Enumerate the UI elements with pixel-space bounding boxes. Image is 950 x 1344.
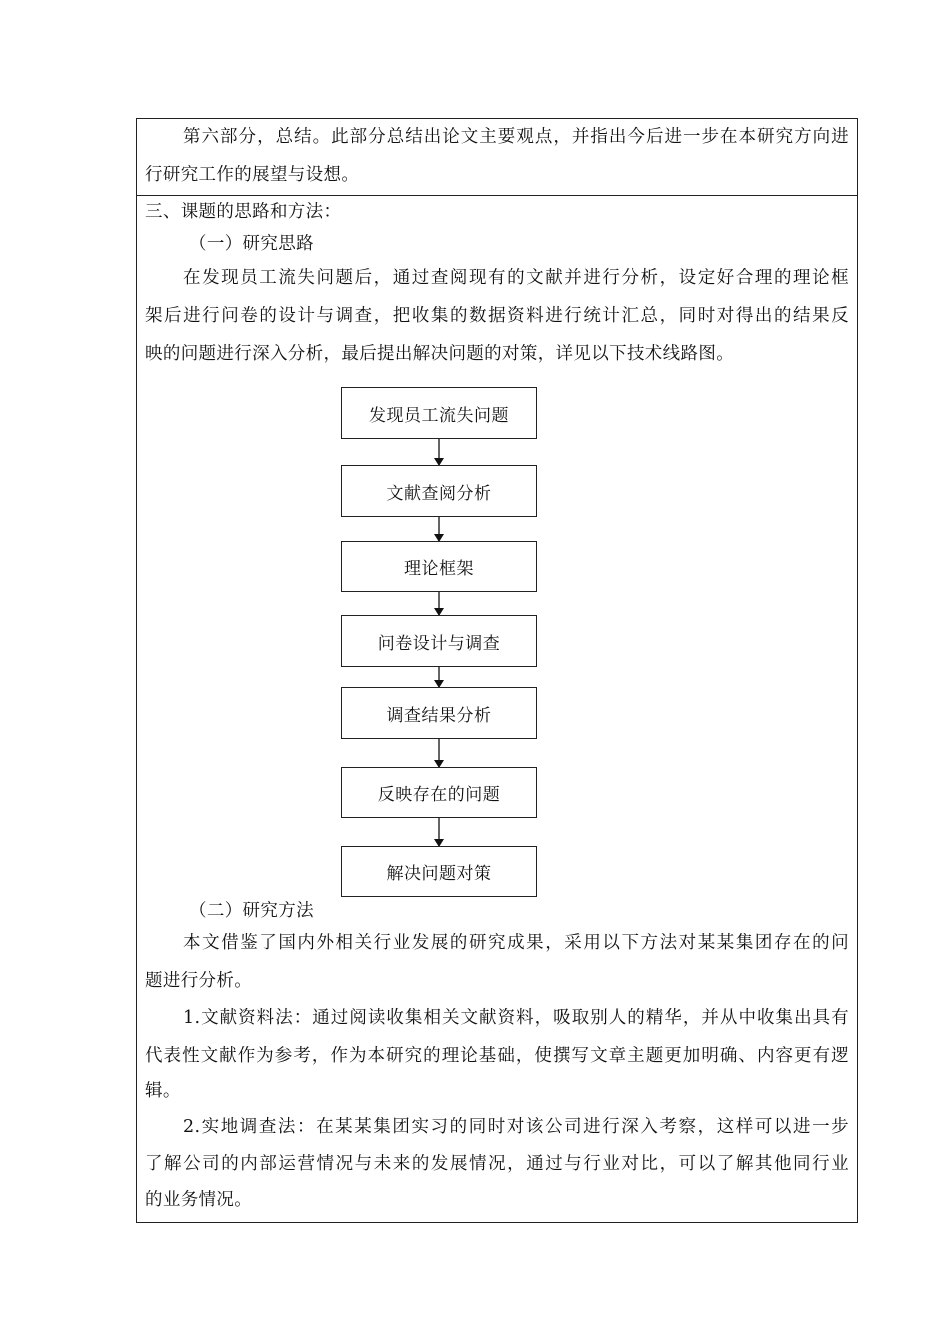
methods-intro-line-2: 题进行分析。: [145, 971, 253, 991]
method2-line-2: 了解公司的内部运营情况与未来的发展情况，通过与行业对比，可以了解其他同行业: [145, 1154, 849, 1174]
section-heading: 三、课题的思路和方法：: [145, 202, 342, 222]
flow-box-reflect-problems: 反映存在的问题: [341, 767, 537, 818]
part6-line-1: 第六部分，总结。此部分总结出论文主要观点，并指出今后进一步在本研究方向进: [183, 127, 849, 147]
flow-box-discover-problem: 发现员工流失问题: [341, 387, 537, 439]
flow-box-survey-analysis: 调查结果分析: [341, 687, 537, 739]
approach-line-3: 映的问题进行深入分析，最后提出解决问题的对策，详见以下技术线路图。: [145, 344, 735, 364]
flow-box-theoretical-framework: 理论框架: [341, 541, 537, 592]
subheading-research-methods: （二）研究方法: [189, 901, 314, 921]
method2-line-3: 的业务情况。: [145, 1190, 253, 1210]
method1-line-1: 1.文献资料法：通过阅读收集相关文献资料，吸取别人的精华，并从中收集出具有: [183, 1008, 849, 1028]
method2-line-1: 2.实地调查法：在某某集团实习的同时对该公司进行深入考察，这样可以进一步: [183, 1117, 849, 1137]
flow-box-questionnaire: 问卷设计与调查: [341, 615, 537, 667]
method1-line-3: 辑。: [145, 1081, 181, 1101]
method1-line-2: 代表性文献作为参考，作为本研究的理论基础，使撰写文章主题更加明确、内容更有逻: [145, 1046, 849, 1066]
methods-intro-line-1: 本文借鉴了国内外相关行业发展的研究成果，采用以下方法对某某集团存在的问: [183, 933, 849, 953]
flow-box-literature-review: 文献查阅分析: [341, 465, 537, 517]
part6-line-2: 行研究工作的展望与设想。: [145, 165, 360, 185]
flow-box-countermeasures: 解决问题对策: [341, 846, 537, 897]
approach-line-1: 在发现员工流失问题后，通过查阅现有的文献并进行分析，设定好合理的理论框: [183, 268, 849, 288]
approach-line-2: 架后进行问卷的设计与调查，把收集的数据资料进行统计汇总，同时对得出的结果反: [145, 306, 849, 326]
subheading-research-approach: （一）研究思路: [189, 234, 314, 254]
